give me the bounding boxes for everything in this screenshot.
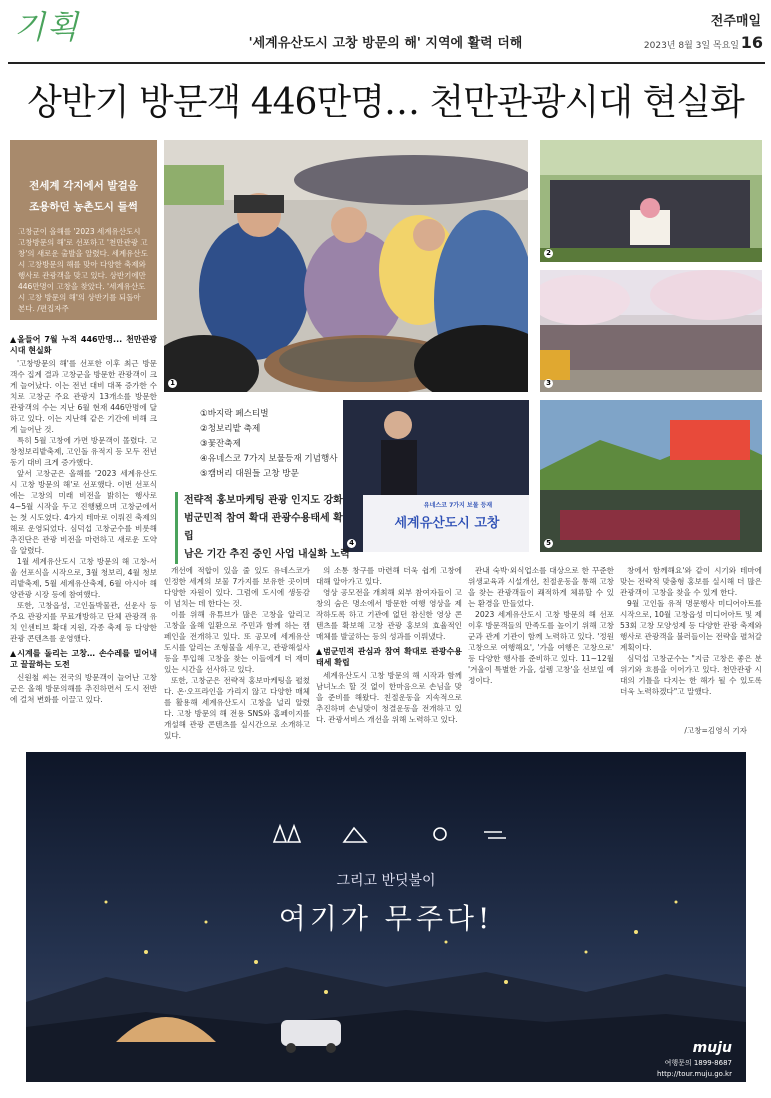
header-banner: '세계유산도시 고창 방문의 해' 지역에 활력 더해 [248, 36, 523, 51]
paragraph: 1월 세계유산도시 고창 방문의 해 고창-서울 선포식을 시작으로, 3월 청보리, 4월 청보리밭축제, 5월 세계유산축제, 6월 아시아 해양관광 시장 등에 참여했다. [10, 557, 157, 599]
editor-note-box [10, 140, 157, 320]
paragraph: 앞서 고창군은 올해를 '2023 세계유산도시 고창 방문의 해'로 선포했다. 이번 선포식에는 고창의 미래 비전을 밝히는 행사로 4~5월 시작을 두고 진행됐으며 고창군에서는 첫 시도였다. 4가지 테마로 이뤄진 축제의 해로 운영되었다. 심덕섭 고창군수를 비롯해 추진단은 관광 비전을 마련하고 새로운 도약을 알렸다. [10, 469, 157, 555]
photo-number: 1 [168, 379, 177, 388]
section-logo: 기획 [14, 8, 80, 46]
paragraph: 이를 위해 유튜브가 많은 고창을 알리고 고창을 올해 일환으로 주민과 함께 하는 캠페인을 전개하고 있다. 또 공모에 세계유산도시를 알리는 조형물을 세우고, 관광해설사 등을 투입해 고창을 찾는 이들에게 더 재미 있는 시간을 선사하고 있다. [164, 610, 310, 674]
badge-top-text: 유네스코 7가지 보물 등재 [423, 502, 493, 509]
subhead: ▲올들어 7월 누적 446만명... 천만관광시대 현실화 [10, 335, 157, 355]
photo-clam-festival [164, 140, 528, 392]
article-col-5 [620, 565, 762, 723]
subheadline-3: 남은 기간 추진 중인 사업 내실화 노력 [184, 549, 350, 560]
paragraph: 심덕섭 고창군수는 "지금 고창은 좋은 분위기와 흐름을 이어가고 있다. 천만관광 시대의 기틀을 다지는 한 해가 될 수 있도록 더욱 노력하겠다"고 말했다. [620, 654, 762, 696]
paragraph: 세계유산도시 고창 방문의 해 시작과 함께 남녀노소 할 것 없이 한마음으로 손님을 맞을 준비를 해왔다. 친절운동을 지속적으로 추진하며 손님맞이 청결운동을 전개하고 있다. 관광서비스 개선을 위해 노력하고 있다. [316, 671, 462, 724]
page-number: 16 [740, 33, 763, 52]
muju-logo: muju [692, 1040, 732, 1056]
caption-item: ③꽃잔축제 [200, 439, 241, 449]
caption-item: ④유네스코 7가지 보물등재 기념행사 [200, 454, 338, 464]
header-rule [8, 62, 765, 64]
headline: 상반기 방문객 446만명… 천만관광시대 현실화 [27, 82, 744, 123]
subheadline-block [175, 492, 350, 564]
photo-unesco-ceremony [343, 400, 529, 552]
ad-slogan: 여기가 무주다! [278, 902, 494, 935]
byline: /고창=김영식 기자 [684, 726, 747, 735]
badge-main-text: 세계유산도시 고창 [394, 516, 500, 531]
flower-festival-image [540, 270, 762, 392]
caption-item: ②청보리밭 축제 [200, 424, 261, 434]
caption-item: ①바지락 페스티벌 [200, 409, 269, 419]
paragraph: 특히 5월 고창에 가면 방문객이 몰렸다. 고창청보리밭축제, 고인돌 유적지 등 모두 전년 동기 대비 크게 증가했다. [10, 436, 157, 467]
paragraph: 신원철 씨는 전국의 방문객이 늘어난 고창군은 올해 방문의해를 추진하면서 도시 전반에 걸쳐 변화를 이끌고 있다. [10, 673, 157, 704]
ad-url: http://tour.muju.go.kr [657, 1070, 732, 1078]
photo-number: 2 [544, 249, 553, 258]
note-title-1: 전세계 각지에서 발걸음 [29, 180, 138, 192]
photo-jamboree-visit [540, 400, 762, 552]
paragraph: 의 소통 창구를 마련해 더욱 쉽게 고창에 대해 알아가고 있다. [316, 566, 462, 586]
note-body: 고창군이 올해를 '2023 세계유산도시 고창방문의 해'로 선포하고 '천만관광 고창'의 새로운 출발을 알렸다. 세계유산도시 고창방문의 해를 맞아 다양한 축제와 행사로 관광객을 맞고 있다. 상반기에만 446만명이 고창을 찾았다. '세계유산도시 고창 방문의 해'의 상반기를 되돌아 본다. /편집자주 [18, 227, 148, 313]
subheadline-2: 범군민적 참여 확대 관광수용태세 확립 [184, 513, 343, 542]
barley-festival-image [540, 140, 762, 262]
paragraph: 2023 세계유산도시 고창 방문의 해 선포 이후 방문객들의 만족도를 높이기 위해 고창군과 관계 기관이 함께 노력하고 있다. '정원 고창으로 여행해요', '가을 여행은 고창으로' 등 다양한 행사를 준비하고 있다. 11~12월 '겨울이 특별한 가을, 설렘 고창'을 선보일 예정이다. [468, 610, 614, 685]
caption-item: ⑤캠버리 대원들 고창 방문 [200, 469, 299, 479]
article-col-2 [164, 565, 310, 745]
article-col-4 [468, 565, 614, 745]
clam-festival-image [164, 140, 528, 392]
paper-name: 전주매일 [710, 14, 761, 29]
paragraph: 영상 공모전을 개최해 외부 참여자들이 고창의 숨은 명소에서 방문한 여행 영상을 제작하도록 하고 기관에 없던 참신한 영상 콘텐츠를 확보해 고창 관광 홍보의 효율적인 매체를 발굴하는 등의 성과를 이뤄냈다. [316, 588, 462, 641]
ad-phone: 여행문의 1899-8687 [664, 1059, 732, 1067]
photo-number: 5 [544, 539, 553, 548]
note-title-2: 조용하던 농촌도시 들썩 [29, 201, 138, 213]
muju-tourism-ad [26, 752, 746, 1082]
jamboree-visit-image [540, 400, 762, 552]
photo-number: 3 [544, 379, 553, 388]
photo-number: 4 [347, 539, 356, 548]
photo-caption-list [200, 407, 340, 482]
photo-barley-festival [540, 140, 762, 262]
paragraph: 또한, 고창군은 전략적 홍보마케팅을 펼쳤다. 온·오프라인을 가리지 않고 다양한 매체를 활용해 세계유산도시 고창을 널리 알렸다. 고창 방문의 해 전용 SNS와 홈페이지를 개설해 관광 콘텐츠를 실시간으로 소개하고 있다. [164, 676, 310, 740]
paragraph: 개선에 적합이 있을 줄 있도 유네스코가 인정한 세계의 보물 7가지를 보유한 곳이며 다양한 자원이 있다. 그럼에 도시에 생동감이 넘치는 데 한다는 것. [164, 566, 310, 608]
paragraph: 창에서 함께해요'와 같이 시기와 테마에 맞는 전략적 맞춤형 홍보를 실시해 더 많은 관광객이 고창을 찾을 수 있게 한다. [620, 566, 762, 597]
photo-flower-festival [540, 270, 762, 392]
paragraph: 또한, 고창읍성, 고인돌박물관, 선운사 등 주요 관광지를 무료개방하고 단체 관광객 유치 인센티브 확대 지원, 각종 축제 등 다양한 관광 콘텐츠를 운영했다. [10, 601, 157, 643]
subhead: ▲범군민적 관심과 참여 확대로 관광수용태세 확립 [316, 647, 462, 667]
paragraph: 관내 숙박·외식업소를 대상으로 한 꾸준한 위생교육과 시설개선, 친절운동을 통해 고창을 찾는 관광객들이 쾌적하게 체류할 수 있는 환경을 만들었다. [468, 566, 614, 608]
ad-tagline: 그리고 반딧불이 [336, 873, 436, 889]
paragraph: '고창방문의 해'를 선포한 이후 최근 방문객수 집계 결과 고창군을 방문한 관광객이 크게 늘어났다. 이는 전년 대비 대폭 증가한 수치로 고창군 주요 관광지 13개소를 방문한 관광객의 수는 지난 6월 현재 446만명에 달하고 있다. 이는 지난해 같은 기간에 비해 크게 늘어난 것. [10, 359, 157, 434]
paragraph: 9월 고인돌 유적 명문행사 미디어아트를 시작으로, 10월 고창읍성 미디어아트 및 제53회 고창 모양성제 등 다양한 관광 축제와 행사로 관광객을 불러들이는 전략을 펼쳐갈 계획이다. [620, 599, 762, 652]
article-col-1 [10, 330, 157, 730]
subhead: ▲시계를 돌리는 고창… 손수레를 밀어내고 끌끌하는 도전 [10, 649, 157, 669]
article-col-3 [316, 565, 462, 745]
subheadline-1: 전략적 홍보마케팅 관광 인지도 강화 [184, 495, 343, 506]
date-line: 2023년 8월 3일 목요일 [643, 41, 739, 51]
